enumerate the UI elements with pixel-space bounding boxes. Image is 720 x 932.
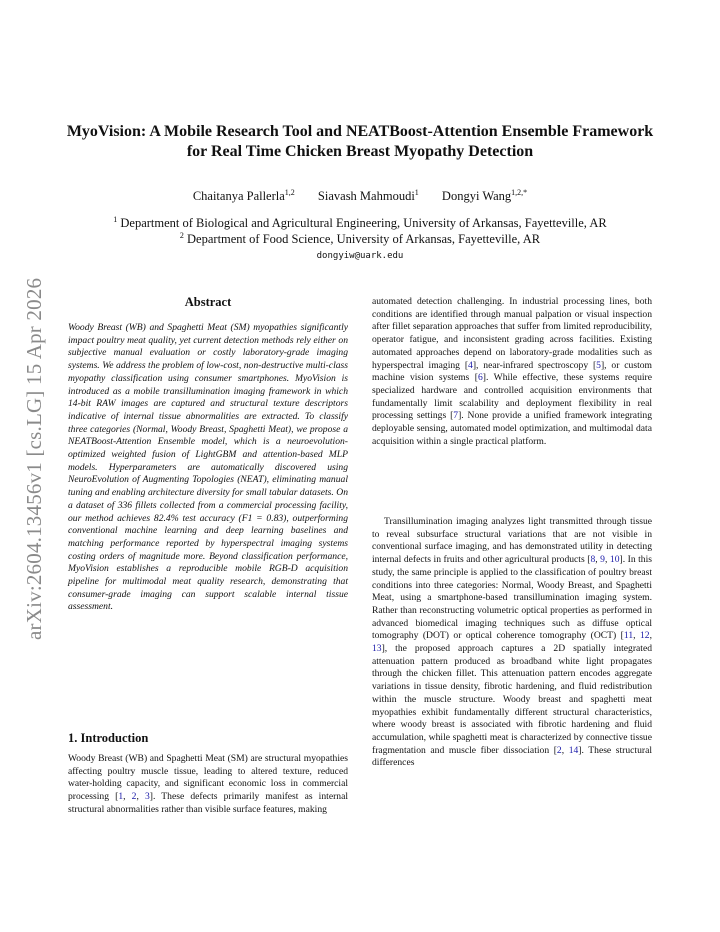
citation-link[interactable]: 6 [477, 372, 483, 384]
citation-link[interactable]: 2 [131, 791, 137, 803]
citation-link[interactable]: 2 [556, 744, 562, 756]
author: Chaitanya Pallerla$^{1,2}$ [192, 187, 295, 203]
citation-link[interactable]: 5 [596, 359, 601, 371]
affiliation: $^1$ Department of Biological and Agricultural Engineering, University of Arkansas, Fayetteville, AR [113, 214, 607, 230]
citation-link[interactable]: 1 [118, 791, 124, 803]
intro-paragraph-continued: automated detection challenging. In industrial processing lines, both conditions are identified through manual palpation or visual inspection after fillet separation approaches that suffer from limited reproducibility, operator fatigue, and inconsistent grading across facilities. Existing automated approaches depend on laboratory-grade modalities such as hyperspectral imaging [4], near-infrared spectroscopy [5], or custom machine vision systems [6]. While effective, these systems require specialized hardware and controlled acquisition environments that fundamentally limit scalability and deployment flexibility in real processing settings [7]. None provide a unified framework integrating deployable sensing, automated model optimization, and multimodal data acquisition within a single practical platform. [372, 296, 652, 447]
author: Dongyi Wang$^{1,2,*}$ [441, 187, 528, 203]
abstract-text: Woody Breast (WB) and Spaghetti Meat (SM) myopathies significantly impact poultry meat quality, yet current detection methods rely either on subjective manual evaluation or costly laboratory-grade imaging systems. We address the problem of low-cost, non-destructive multi-class myopathy classification using consumer smartphones. MyoVision is introduced as a mobile transillumination imaging framework in which 14-bit RAW images are captured and structural texture descriptors indicative of internal tissue abnormalities are extracted. To classify three categories (Normal, Woody Breast, Spaghetti Meat), we propose a NEATBoost-Attention Ensemble model, which is a neuroevolution-optimized weighted fusion of LightGBM and attention-based MLP models. Hyperparameters are automatically discovered using NeuroEvolution of Augmenting Topologies (NEAT), eliminating manual tuning and enabling architecture diversity for small tabular datasets. On a dataset of 336 fillets collected from a commercial processing facility, our method achieves 82.4% test accuracy (F1 = 0.83), outperforming conventional machine learning and deep learning baselines and matching performance reported by hyperspectral imaging systems costing orders of magnitude more. Beyond classification performance, MyoVision establishes a reproducible mobile RGB-D acquisition pipeline for multimodal meat quality research, demonstrating that consumer-grade imaging can support scalable internal tissue assessment. [68, 322, 348, 613]
citation-link[interactable]: 9 [600, 554, 605, 566]
contact-email[interactable]: dongyiw@uark.edu [316, 251, 404, 261]
citation-link[interactable]: 3 [144, 791, 150, 803]
paper-title: MyoVision: A Mobile Research Tool and NEATBoost-Attention Ensemble Framework for Real Time Chicken Breast Myopathy Detection [66, 123, 654, 160]
arxiv-side-label: arXiv:2604.13456v1 [cs.LG] 15 Apr 2026 [22, 277, 46, 640]
author: Siavash Mahmoudi$^1$ [317, 187, 419, 203]
affiliations [60, 215, 660, 247]
intro-paragraph: Transillumination imaging analyzes light transmitted through tissue to reveal subsurface structural variations that are not visible in conventional surface imaging, and has demonstrated utility in detecting internal defects in fruits and other agricultural products [8, 9, 10]. In this study, the same principle is applied to the classification of poultry breast conditions into three categories: Normal, Woody Breast, and Spaghetti Meat, using a smartphone-based transillumination imaging system. Rather than reconstructing volumetric optical properties as performed in advanced biomedical imaging techniques such as diffuse optical tomography (DOT) or optical coherence tomography (OCT) [11, 12, 13], the proposed approach captures a 2D spatially integrated attenuation pattern produced as broadband white light propagates through the chicken fillet. This attenuation pattern encodes aggregate variations in tissue density, fibrotic hardening, and fluid redistribution within the muscle structure. Woody breast and spaghetti meat myopathies exhibit fundamentally different structural characteristics, where woody breast is associated with fibrotic hardening and fluid accumulation, while spaghetti meat is characterized by connective tissue fragmentation and muscle fiber dissociation [2, 14]. These structural differences [372, 516, 653, 769]
affiliation: $^2$ Department of Food Science, University of Arkansas, Fayetteville, AR [179, 230, 541, 246]
citation-link[interactable]: 12 [640, 630, 650, 642]
citation-link[interactable]: 4 [468, 359, 473, 371]
intro-paragraph: Woody Breast (WB) and Spaghetti Meat (SM) are structural myopathies affecting poultry muscle tissue, leading to altered texture, reduced water-holding capacity, and significant economic loss in commercial processing [1, 2, 3]. These defects primarily manifest as internal structural abnormalities rather than visible surface features, making [68, 753, 348, 815]
abstract-heading: Abstract [184, 295, 232, 309]
citation-link[interactable]: 11 [623, 630, 634, 642]
intro-heading: 1. Introduction [68, 731, 149, 745]
citation-link[interactable]: 14 [568, 744, 579, 756]
citation-link[interactable]: 8 [590, 554, 596, 566]
citation-link[interactable]: 13 [372, 643, 382, 655]
citation-link[interactable]: 10 [609, 554, 620, 566]
author-list [60, 189, 660, 204]
citation-link[interactable]: 7 [453, 410, 459, 422]
